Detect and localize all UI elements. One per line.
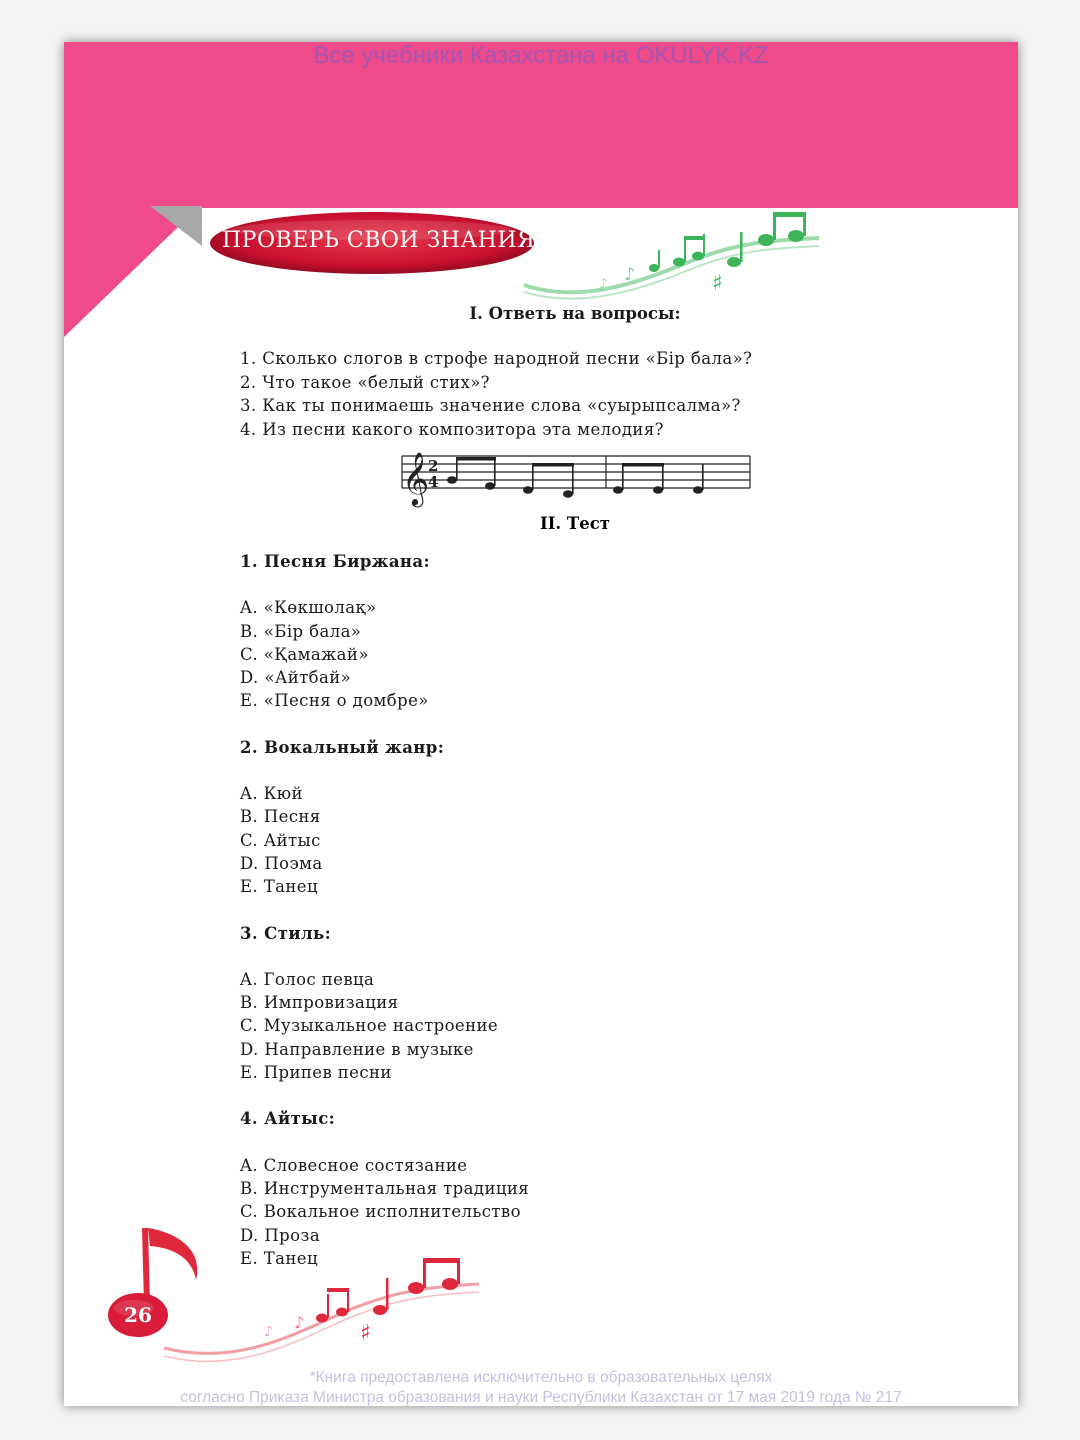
answer-option: C. Вокальное исполнительство [240, 1202, 521, 1222]
answer-option: C. Айтыс [240, 830, 321, 850]
treble-clef-icon: 𝄞 [402, 451, 430, 505]
test-question-group [240, 550, 840, 713]
footer-line-1: *Книга предоставлена исключительно в образовательных целях [309, 1369, 773, 1386]
test-question: 1. Песня Биржана: [240, 552, 430, 571]
section-heading: ПРОВЕРЬ СВОИ ЗНАНИЯ [222, 228, 536, 253]
textbook-page [64, 42, 1018, 1406]
question-item: 4. Из песни какого композитора эта мелодия? [240, 419, 664, 439]
svg-text:♪: ♪ [599, 276, 608, 292]
section1-title: I. Ответь на вопросы: [469, 304, 681, 323]
answer-option: B. «Бір бала» [240, 621, 362, 641]
answer-option: D. Направление в музыке [240, 1039, 474, 1059]
answer-option: B. Песня [240, 807, 321, 827]
answer-option: A. Кюй [240, 784, 303, 804]
time-signature-top: 2 [428, 457, 439, 475]
svg-text:♪: ♪ [294, 1313, 305, 1332]
svg-text:♯: ♯ [712, 271, 723, 296]
answer-option: A. Словесное состязание [240, 1155, 468, 1175]
answer-option: E. Танец [240, 1248, 318, 1268]
questions-section [240, 304, 840, 441]
answer-option: E. Танец [240, 877, 318, 897]
time-signature-bottom: 4 [428, 473, 439, 491]
footer-note [64, 1368, 1018, 1406]
answer-option: C. Музыкальное настроение [240, 1016, 499, 1036]
svg-text:♪: ♪ [624, 264, 636, 285]
music-staff [398, 442, 758, 508]
corner-triangle-decoration [64, 202, 214, 342]
page-number: 26 [124, 1303, 152, 1327]
answer-option: E. «Песня о домбре» [240, 691, 429, 711]
section2-title: II. Тест [540, 514, 610, 533]
answer-option: D. Проза [240, 1225, 321, 1245]
footer-line-2: согласно Приказа Министра образования и науки Республики Казахстан от 17 мая 2019 года № 217 [180, 1389, 902, 1406]
svg-text:♪: ♪ [264, 1324, 273, 1340]
svg-text:♯: ♯ [360, 1321, 371, 1346]
answer-option: D. Поэма [240, 853, 323, 873]
question-item: 3. Как ты понимаешь значение слова «суырыпсалма»? [240, 396, 741, 415]
question-item: 1. Сколько слогов в строфе народной песни «Бір бала»? [240, 349, 753, 368]
test-question-group [240, 736, 840, 899]
test-question: 2. Вокальный жанр: [240, 737, 445, 757]
green-music-notes-decoration [504, 210, 824, 310]
watermark-top: Все учебники Казахстана на OKULYK.KZ [313, 42, 769, 69]
answer-option: A. Голос певца [240, 969, 375, 989]
test-question: 3. Стиль: [240, 923, 332, 943]
answer-option: C. «Қамажай» [240, 644, 369, 664]
red-music-notes-decoration [104, 1218, 484, 1368]
test-question: 4. Айтыс: [240, 1109, 336, 1129]
answer-option: D. «Айтбай» [240, 668, 352, 688]
answer-option: B. Импровизация [240, 993, 399, 1013]
answer-option: B. Инструментальная традиция [240, 1178, 530, 1198]
question-item: 2. Что такое «белый стих»? [240, 372, 490, 392]
test-section [240, 550, 840, 1293]
test-question-group [240, 922, 840, 1085]
questions-list [240, 347, 840, 441]
answer-option: A. «Көкшолақ» [240, 598, 377, 618]
answer-option: E. Припев песни [240, 1063, 392, 1083]
